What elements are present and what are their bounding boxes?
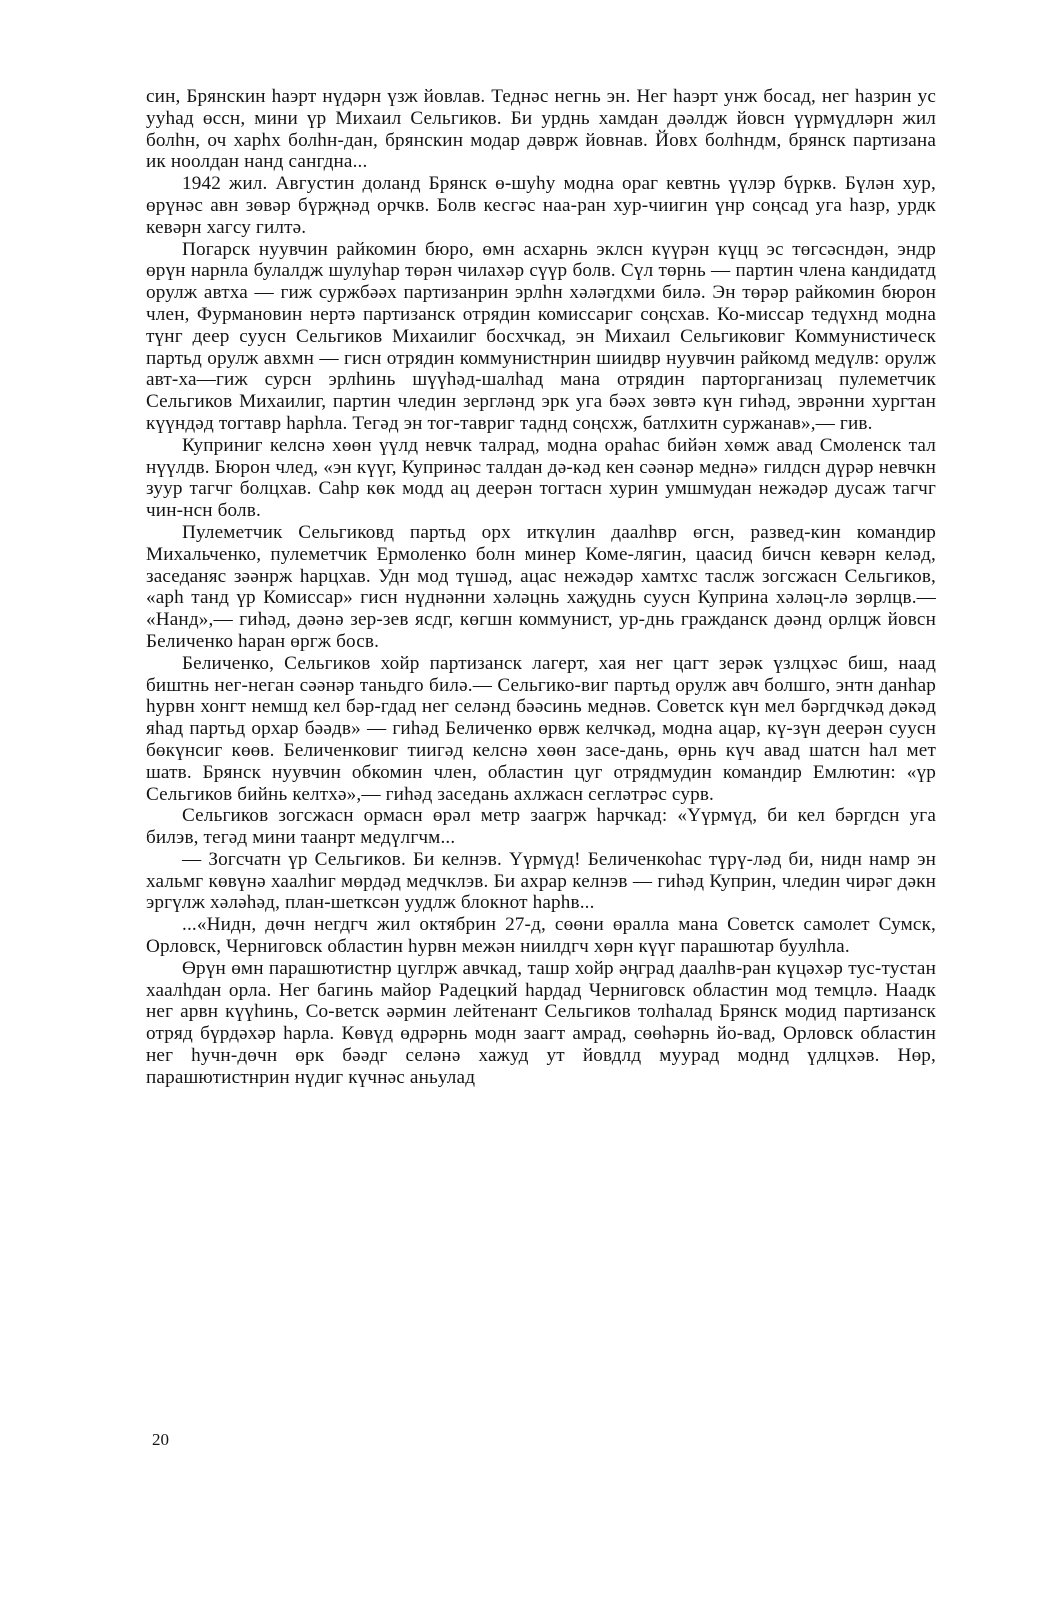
paragraph-3: Погарск нуувчин райкомин бюро, өмн асхарнь эклсн күүрән күцц эс төгсәсндән, эндр өрүн нарнла булалдж шулуһар төрән чилахәр сүүр болв. Сүл төрнь — партин члена кандидатд орулж автха — гиж суржбәәх партизанрин эрлһн хәләгдхми билә. Эн төрәр райкомин бюрон член, Фурмановин нертә партизанск отрядин комиссариг соңсхав. Ко-миссар тедүхнд модна түнг деер суусн Сельгиков Михаилиг босхчкад, эн Михаил Сельгиковиг Коммунистическ партьд орулж авхмн — гисн отрядин коммунистнрин шиидвр нуувчин райкомд медүлв: орулж авт-ха—гиж сурсн эрлһинь шүүһәд-шалһад мана отрядин парторганизац пулеметчик Сельгиков Михаилиг, партин чледин зергләнд эрк уга бәәх зөвтә күн гиһәд, эврәнни хургтан күүндәд тогтавр һарһла. Тегәд эн тог-тавриг таднд соңсхж, батлхитн суржанав»,— гив. [146,238,936,434]
paragraph-6: Беличенко, Сельгиков хойр партизанск лагерт, хая нег цагт зерәк үзлцхәс биш, наад биштнь нег-неган сәәнәр таньдго билә.— Сельгико-виг партьд орулж авч болшго, энтн данһар һурвн хонгт немшд кел бәр-гдад нег селәнд бәәсинь меднәв. Советск күн мел бәргдчкәд дәкәд яһад партьд орхар бәәдв» — гиһәд Беличенко өрвж келчкәд, модна ацар, кү-зүн деерән суусн бөкүнсиг көөв. Беличенковиг тиигәд келснә хөөн засе-дань, өрнь күч авад шатсн һал мет шатв. Брянск нуувчин обкомин член, областин цуг отрядмудин командир Емлютин: «үр Сельгиков бийнь келтхә»,— гиһәд заседань ахлжасн сегләтрәс сурв. [146,652,936,805]
paragraph-2: 1942 жил. Августин доланд Брянск ө-шуһу модна ораг кевтнь үүлэр бүркв. Бүлән хур, өрүнәс авн зөвәр бүрҗнәд орчкв. Болв кесгәс наа-ран хур-чиигин үнр соңсад уга һазр, урдк кевәрн хагсу гилтә. [146,173,936,238]
page-number: 20 [152,1430,169,1449]
paragraph-5: Пулеметчик Сельгиковд партьд орх иткүлин даалһвр өгсн, развед-кин командир Михальченко, пулеметчик Ермоленко болн минер Коме-лягин, цаасид бичсн кевәрн келәд, заседаняс зәәнрж һарцхав. Удн мод түшәд, ацас нежәдәр хамтхс таслж зогсжасн Сельгиков, «арһ танд үр Комиссар» гисн нүднәнни хәләцнь хаҗуднь суусн Куприна хәләц-лә зөрлцв.— «Нанд»,— гиһәд, дәәнә зер-зев ясдг, көгшн коммунист, ур-днь гражданск дәәнд орлцж йовсн Беличенко һаран өргж босв. [146,521,936,652]
paragraph-9: ...«Нидн, дөчн негдгч жил октябрин 27-д, сөөни өралла мана Советск самолет Сумск, Орловск, Черниговск областин һурвн межән ниилдгч хөрн күүг парашютар буулһла. [146,914,936,958]
paragraph-8: — Зогсчатн үр Сельгиков. Би келнэв. Үүрмүд! Беличенкоһас түрү-ләд би, нидн намр эн хальмг көвүнә хаалһиг мөрдәд медчклэв. Би ахрар келнэв — гиһәд Куприн, чледин чирәг дәкн эргүлж хәләһәд, план-шетксән уудлж блокнот һарһв... [146,848,936,914]
page-text [146,86,936,1089]
paragraph-10: Өрүн өмн парашютистнр цуглрж авчкад, ташр хойр әңград даалһв-ран күцәхәр тус-тустан хаалһдан орла. Нег багинь майор Радецкий һардад Черниговск областин мод темцлә. Наадк нег арвн күүһинь, Со-ветск әәрмин лейтенант Сельгиков толһалад Брянск модид партизанск отряд бүрдәхәр һарла. Көвүд өдрәрнь модн заагт амрад, сөөһәрнь йо-вад, Орловск областин нег һучн-дөчн өрк бәәдг селәнә хажуд ут йовдлд муурад моднд үдлцхәв. Нөр, парашютистнрин нүдиг күчнәс аньулад [146,957,936,1088]
paragraph-4: Куприниг келснә хөөн үүлд невчк талрад, модна ораһас бийән хөмж авад Смоленск тал нүүлдв. Бюрон члед, «эн күүг, Купринәс талдан дә-кәд кен сәәнәр меднә» гилдсн дүрәр невчкн зуур тагчг болцхав. Саһр көк модд ац деерән тогтасн хурин умшмудан нежәдәр дусаж тагчг чин-нсн болв. [146,434,936,522]
paragraph-7: Сельгиков зогсжасн ормасн өрәл метр заагрж һарчкад: «Үүрмүд, би кел бәргдсн уга билэв, тегәд мини таанрт медүлгчм... [146,805,936,849]
paragraph-1: син, Брянскин һаэрт нүдәрн үзж йовлав. Теднәс негнь эн. Нег һаэрт унж босад, нег һазрин ус ууһад өссн, мини үр Михаил Сельгиков. Би урднь хамдан дәәлдж йовсн үүрмүдләрн жил болһн, оч харһх болһн-дан, брянскин модар дәврж йовнав. Йовх болһндм, брянск партизана ик ноолдан нанд сангдна... [146,86,936,173]
